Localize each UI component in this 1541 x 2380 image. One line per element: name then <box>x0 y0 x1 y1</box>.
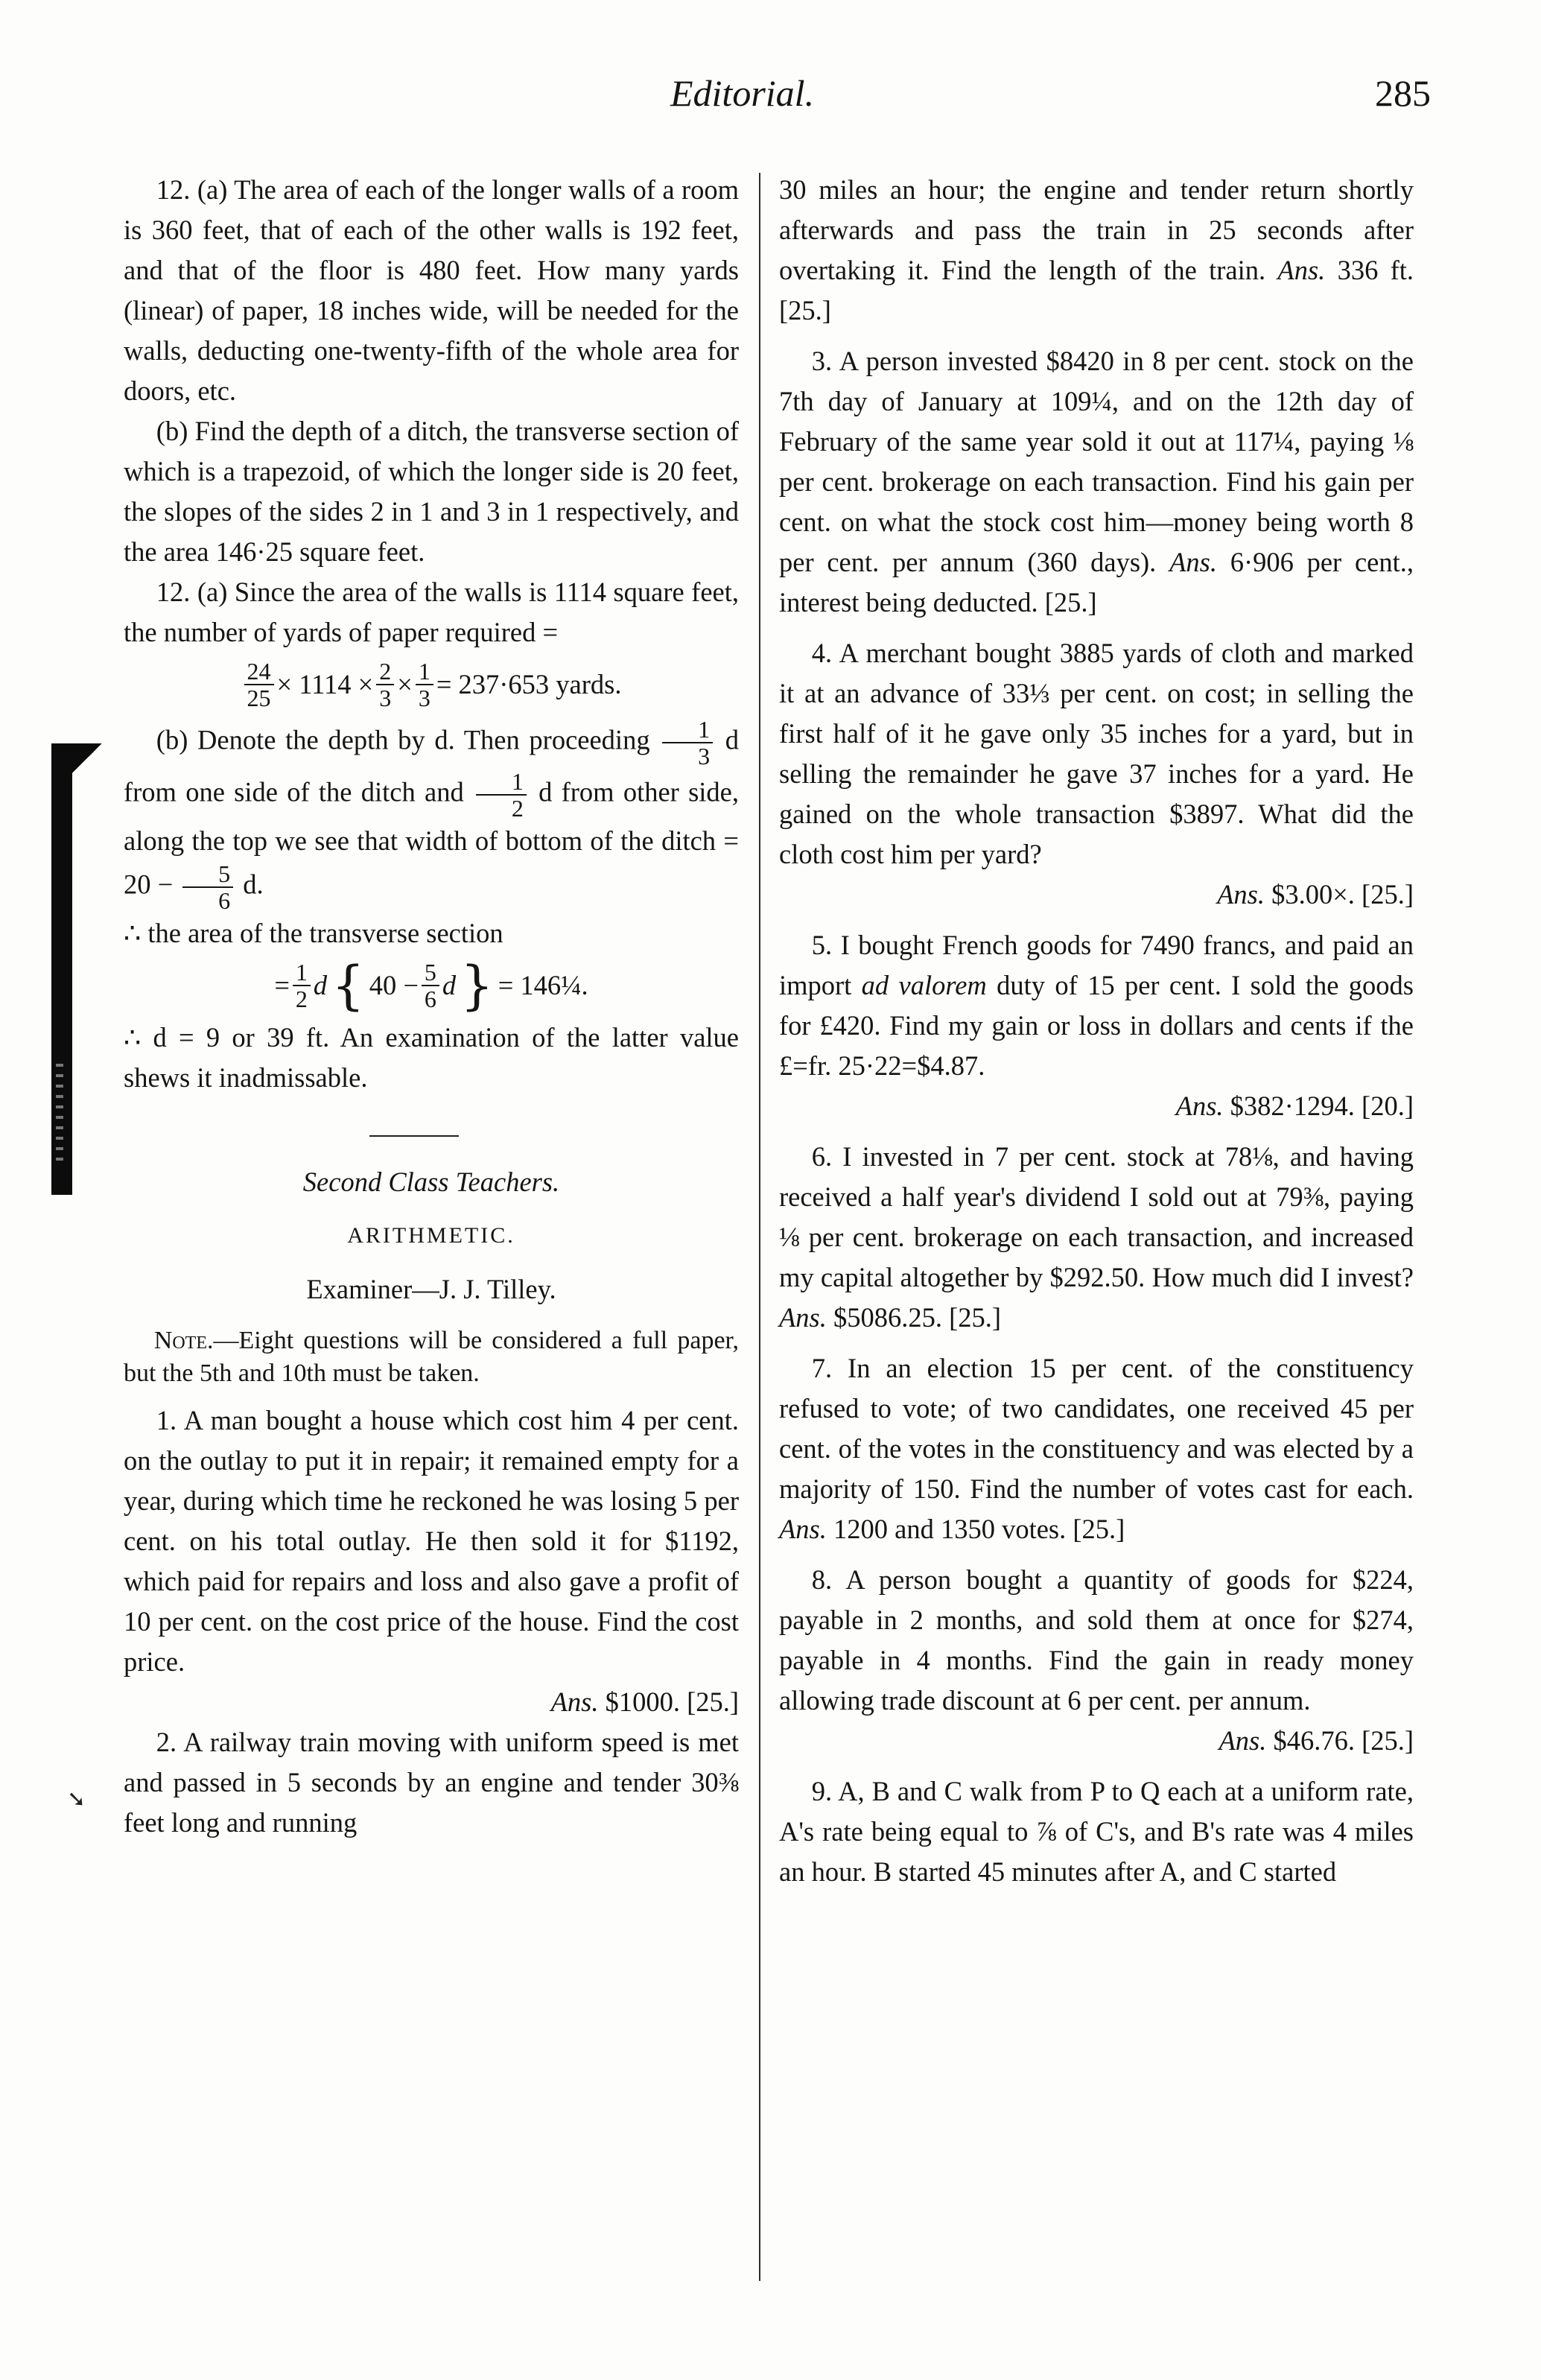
question-2-continued: 30 miles an hour; the engine and tender return shortly afterwards and pass the train in 25 seconds after overtaking it. Find the length of the train. Ans. 336 ft. [25.] <box>779 174 1414 326</box>
left-column <box>124 170 739 1843</box>
note: Note.—Eight questions will be considered a full paper, but the 5th and 10th must be taken. <box>124 1327 739 1387</box>
solution-12a: 12. (a) Since the area of the walls is 1114 square feet, the number of yards of paper required = <box>124 577 739 647</box>
examiner-line: Examiner—J. J. Tilley. <box>306 1274 556 1304</box>
answer-1: Ans. $1000. [25.] <box>550 1686 739 1717</box>
answer-5: Ans. $382·1294. [20.] <box>1175 1091 1414 1121</box>
section-subtitle: ARITHMETIC. <box>347 1223 515 1248</box>
solution-12b-area-line: ∴ the area of the transverse section <box>124 918 503 948</box>
question-9: 9. A, B and C walk from P to Q each at a uniform rate, A's rate being equal to ⅞ of C's, and B's rate was 4 miles an hour. B started 45 minutes after A, and C started <box>779 1776 1414 1887</box>
page-header <box>0 72 1541 131</box>
right-column <box>779 170 1414 1892</box>
answer-4: Ans. $3.00×. [25.] <box>1217 879 1414 910</box>
fraction: $\frac{1}{2}$ <box>476 769 527 821</box>
margin-arrow-icon: ➘ <box>67 1787 86 1812</box>
column-rule <box>759 173 760 2281</box>
fraction: $\frac{5}{6}$ <box>422 959 439 1012</box>
right-brace: } <box>460 955 494 1016</box>
formula-yards: $\frac{24}{25}$ × 1114 × $\frac{2}{3}$ × $\frac{1}{3}$ = 237·653 yards. <box>124 659 739 711</box>
formula-area: = $\frac{1}{2}$ d { 40 − $\frac{5}{6}$ d } = 146¼. <box>274 955 588 1016</box>
fraction: $\frac{1}{3}$ <box>662 717 713 769</box>
answer-8: Ans. $46.76. [25.] <box>1218 1725 1414 1756</box>
question-5: 5. I bought French goods for 7490 francs, and paid an import ad valorem duty of 15 per cent. I sold the goods for £420. Find my gain or loss in dollars and cents if the £=fr. 25·22=$4.87. <box>779 930 1414 1081</box>
question-12a: 12. (a) The area of each of the longer walls of a room is 360 feet, that of each of the other walls is 192 feet, and that of the floor is 480 feet. How many yards (linear) of paper, 18 inches wide, will be needed for the walls, deducting one-twenty-fifth of the whole area for doors, etc. <box>124 174 739 406</box>
section-divider <box>369 1135 459 1137</box>
question-6: 6. I invested in 7 per cent. stock at 78⅛, and having received a half year's dividend I sold out at 79⅜, paying ⅛ per cent. brokerage on each transaction, and increased my capital altogether by $292.50. How much did I invest? Ans. $5086.25. [25.] <box>779 1141 1414 1333</box>
solution-12b: (b) Denote the depth by d. Then proceeding $\frac{1}{3}$ d from one side of the ditch and $\frac{1}{2}$ d from other side, along the top we see that width of bottom of the ditch = 20 − $\frac{5}{6}$ d. <box>124 716 740 914</box>
question-7: 7. In an election 15 per cent. of the constituency refused to vote; of two candidates, one received 45 per cent. of the votes in the constituency and was elected by a majority of 150. Find the number of votes cast for each. Ans. 1200 and 1350 votes. [25.] <box>779 1353 1414 1544</box>
left-brace: { <box>331 955 365 1016</box>
question-12b: (b) Find the depth of a ditch, the transverse section of which is a trapezoid, of which the longer side is 20 feet, the slopes of the sides 2 in 1 and 3 in 1 respectively, and the area 146·25 square feet. <box>124 416 739 567</box>
question-1: 1. A man bought a house which cost him 4 per cent. on the outlay to put it in repair; it remained empty for a year, during which time he reckoned he was losing 5 per cent. on his total outlay. He then sold it for $1192, which paid for repairs and loss and also gave a profit of 10 per cent. on the cost price of the house. Find the cost price. <box>124 1405 739 1677</box>
fraction: $\frac{2}{3}$ <box>376 659 394 711</box>
fraction: $\frac{24}{25}$ <box>244 659 274 711</box>
running-title: Editorial. <box>670 72 815 114</box>
scan-margin-bar <box>51 743 72 1195</box>
fraction: $\frac{5}{6}$ <box>182 861 233 913</box>
page-number: 285 <box>1375 72 1431 114</box>
question-8: 8. A person bought a quantity of goods for $224, payable in 2 months, and sold them at once for $274, payable in 4 months. Find the gain in ready money allowing trade discount at 6 per cent. per annum. <box>779 1564 1414 1716</box>
solution-12b-conclusion: ∴ d = 9 or 39 ft. An examination of the latter value shews it inadmissable. <box>124 1022 739 1093</box>
section-title: Second Class Teachers. <box>302 1167 560 1197</box>
fraction: $\frac{1}{3}$ <box>416 659 433 711</box>
question-2: 2. A railway train moving with uniform speed is met and passed in 5 seconds by an engine and tender 30⅜ feet long and running <box>124 1727 739 1838</box>
question-4: 4. A merchant bought 3885 yards of cloth and marked it at an advance of 33⅓ per cent. on cost; in selling the first half of it he gave only 35 inches for a yard, but in selling the remainder he gave 37 inches for a yard. He gained on the whole transaction $3897. What did the cloth cost him per yard? <box>779 638 1414 869</box>
fraction: $\frac{1}{2}$ <box>293 959 311 1012</box>
question-3: 3. A person invested $8420 in 8 per cent. stock on the 7th day of January at 109¼, and on the 12th day of February of the same year sold it out at 117¼, paying ⅛ per cent. brokerage on each transaction. Find his gain per cent. on what the stock cost him—money being worth 8 per cent. per annum (360 days). Ans. 6·906 per cent., interest being deducted. [25.] <box>779 346 1414 618</box>
scan-margin-flag <box>72 743 102 773</box>
